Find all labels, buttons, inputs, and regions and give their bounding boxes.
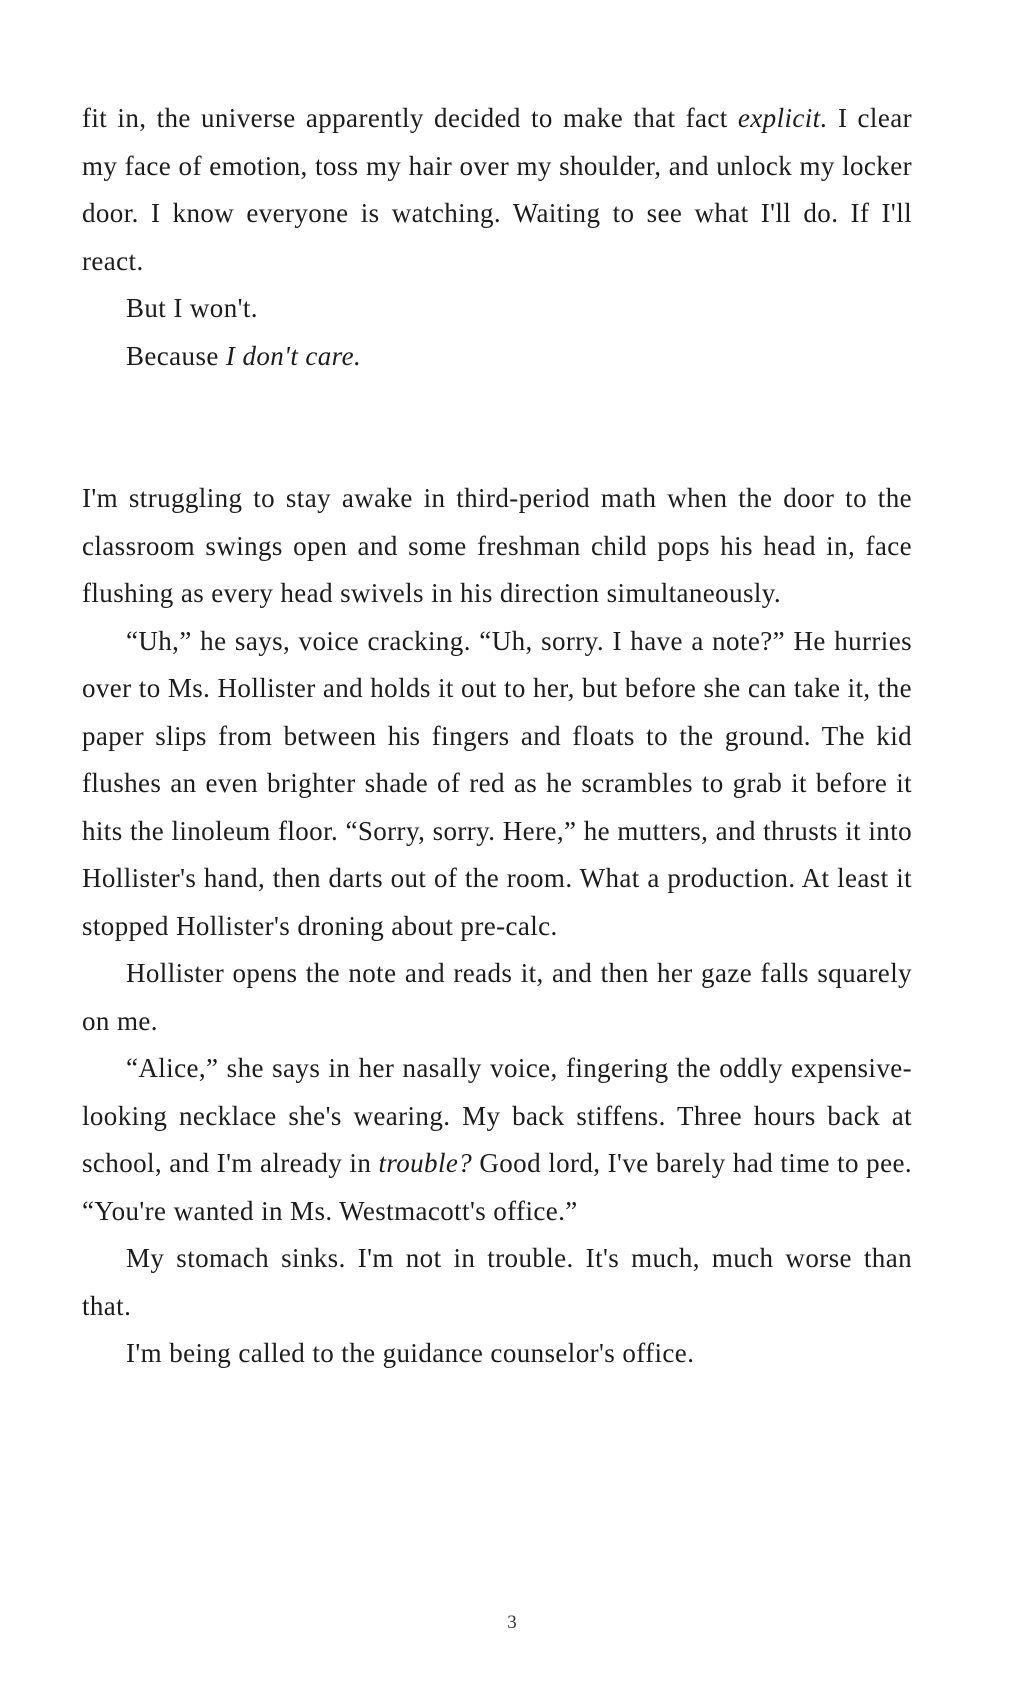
italic-text: I don't care. xyxy=(225,340,362,371)
paragraph xyxy=(82,333,912,381)
paragraph xyxy=(82,95,912,285)
paragraph xyxy=(82,1045,912,1235)
section-break xyxy=(82,380,912,475)
paragraph: My stomach sinks. I'm not in trouble. It's much, much worse than that. xyxy=(82,1243,912,1321)
paragraph-text: fit in, the universe apparently decided to make that fact xyxy=(82,103,738,133)
paragraph-text: I clear my face of emotion, toss my hair over my shoulder, and unlock my locker door. I know everyone is watching. Waiting to see what I'll do. If I'll react. xyxy=(82,103,912,276)
page-body xyxy=(82,95,912,1378)
italic-text: explicit. xyxy=(737,103,828,133)
page-number: 3 xyxy=(507,1612,517,1633)
paragraph-text: “Alice,” she says in her nasally voice, fingering the oddly expensive-looking necklace she's wearing. My back stiffens. Three hours back at school, and I'm already in xyxy=(82,1053,912,1178)
paragraph: But I won't. xyxy=(126,293,258,323)
paragraph: Hollister opens the note and reads it, and then her gaze falls squarely on me. xyxy=(82,958,912,1036)
paragraph: I'm being called to the guidance counselor's office. xyxy=(126,1338,695,1368)
paragraph: I'm struggling to stay awake in third-period math when the door to the classroom swings open and some freshman child pops his head in, face flushing as every head swivels in his direction simultaneously. xyxy=(82,483,912,608)
paragraph-text: Good lord, I've barely had time to pee. “You're wanted in Ms. Westmacott's office.” xyxy=(82,1148,912,1226)
italic-text: trouble? xyxy=(378,1148,473,1178)
paragraph: “Uh,” he says, voice cracking. “Uh, sorry. I have a note?” He hurries over to Ms. Hollister and holds it out to her, but before she can take it, the paper slips from between his fingers and floats to the ground. The kid flushes an even brighter shade of red as he scrambles to grab it before it hits the linoleum floor. “Sorry, sorry. Here,” he mutters, and thrusts it into Hollister's hand, then darts out of the room. What a production. At least it stopped Hollister's droning about pre-calc. xyxy=(82,625,912,941)
paragraph-text: Because xyxy=(126,340,226,371)
